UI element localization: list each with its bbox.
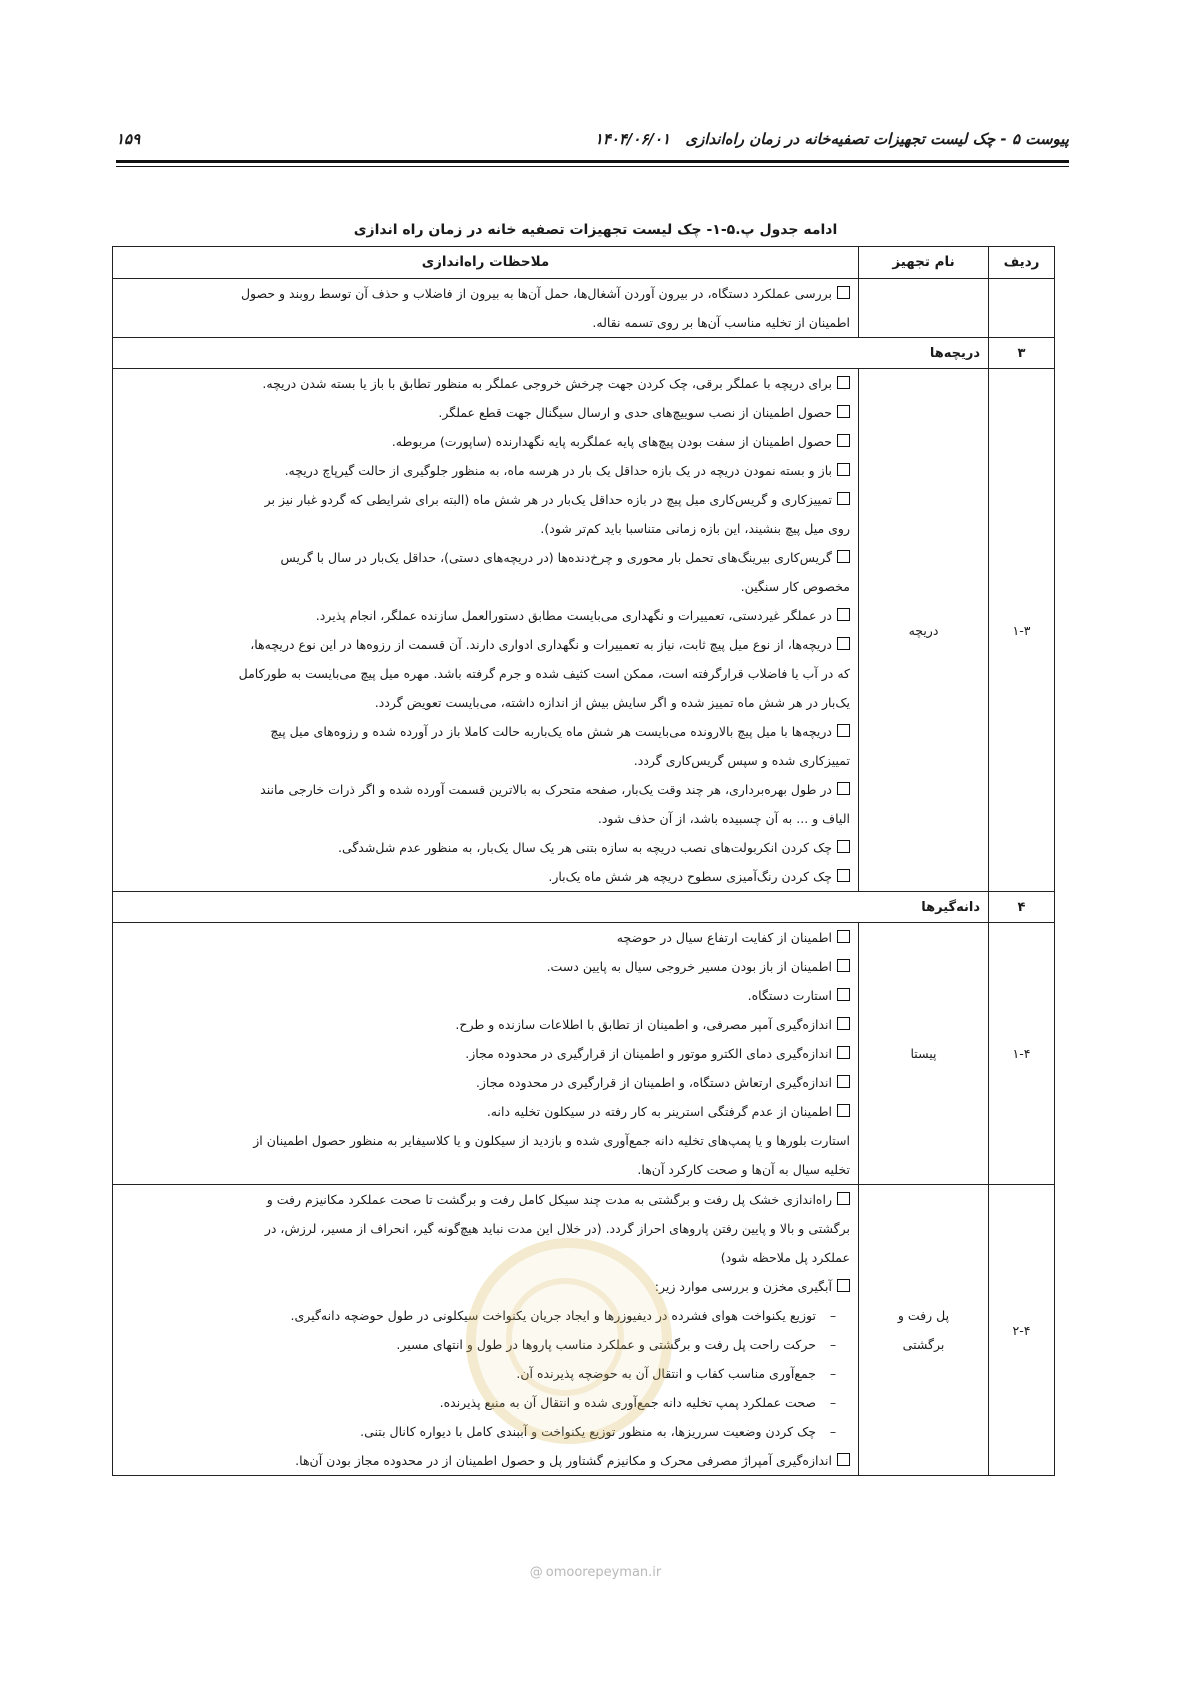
checkbox-icon bbox=[837, 1017, 850, 1030]
list-item: الیاف و ... به آن چسبیده باشد، از آن حذف شود. bbox=[597, 811, 850, 826]
checkbox-icon bbox=[837, 1192, 850, 1205]
list-item: –توزیع یکنواخت هوای فشرده در دیفیوزرها و ایجاد جریان یکنواخت سیکلونی در طول حوضچه دانه‌گیری. bbox=[121, 1301, 850, 1330]
notes-cell bbox=[113, 923, 859, 1185]
header-rule-thin bbox=[116, 166, 1069, 167]
list-item: در عملگر غیردستی، تعمییرات و نگهداری می‌بایست مطابق دستورالعمل سازنده عملگر، انجام پذیرد. bbox=[121, 601, 850, 630]
watermark-url: @ omoorepeyman.ir bbox=[529, 1565, 662, 1580]
list-item: چک کردن رنگ‌آمیزی سطوح دریچه هر شش ماه یک‌بار. bbox=[121, 862, 850, 891]
list-item: اندازه‌گیری دمای الکترو موتور و اطمینان از قرارگیری در محدوده مجاز. bbox=[121, 1039, 850, 1068]
list-item: عملکرد پل ملاحظه شود) bbox=[720, 1250, 850, 1265]
row-number-cell: ۱-۳ bbox=[989, 369, 1055, 892]
checkbox-icon bbox=[837, 434, 850, 447]
checkbox-icon bbox=[837, 492, 850, 505]
section-number: ۴ bbox=[989, 892, 1055, 923]
checkbox-icon bbox=[837, 959, 850, 972]
equipment-name-line: برگشتی bbox=[902, 1337, 945, 1352]
table-row bbox=[113, 923, 1055, 1185]
list-item: آبگیری مخزن و بررسی موارد زیر: bbox=[121, 1272, 850, 1301]
row-number-cell bbox=[989, 279, 1055, 338]
list-item: اطمینان از کفایت ارتفاع سیال در حوضچه bbox=[121, 923, 850, 952]
list-item: بررسی عملکرد دستگاه، در بیرون آوردن آشغال‌ها، حمل آن‌ها به بیرون از فاضلاب و حذف آن توسط روبند و حصول bbox=[121, 279, 850, 308]
list-item: –صحت عملکرد پمپ تخلیه دانه جمع‌آوری شده و انتقال آن به منبع پذیرنده. bbox=[121, 1388, 850, 1417]
checklist-table bbox=[112, 246, 1055, 1476]
list-item: اطمینان از عدم گرفتگی استرینر به کار رفته در سیکلون تخلیه دانه. bbox=[121, 1097, 850, 1126]
equipment-name-cell bbox=[859, 1185, 989, 1476]
checkbox-icon bbox=[837, 1075, 850, 1088]
checkbox-icon bbox=[837, 608, 850, 621]
page-header bbox=[116, 130, 1069, 170]
notes-cell bbox=[113, 1185, 859, 1476]
list-item: اطمینان از تخلیه مناسب آن‌ها بر روی تسمه نقاله. bbox=[592, 315, 850, 330]
list-item: اطمینان از باز بودن مسیر خروجی سیال به پایین دست. bbox=[121, 952, 850, 981]
checkbox-icon bbox=[837, 840, 850, 853]
table-caption: ادامه جدول پ.۵-۱- چک لیست تجهیزات تصفیه خانه در زمان راه اندازی bbox=[353, 222, 838, 238]
checkbox-icon bbox=[837, 550, 850, 563]
list-item: که در آب یا فاضلاب قرارگرفته است، ممکن است کثیف شده و جرم گرفته باشد. مهره میل پیچ می‌بایست به طورکامل bbox=[238, 666, 850, 681]
section-number: ۳ bbox=[989, 338, 1055, 369]
section-title: دانه‌گیرها bbox=[113, 892, 989, 923]
equipment-name-cell: پیستا bbox=[859, 923, 989, 1185]
list-item: تخلیه سیال به آن‌ها و صحت کارکرد آن‌ها. bbox=[637, 1162, 850, 1177]
list-item: باز و بسته نمودن دریچه در یک بازه حداقل یک بار در هرسه ماه، به منظور جلوگیری از حالت گیرپاچ دریچه. bbox=[121, 456, 850, 485]
list-item: –حرکت راحت پل رفت و برگشتی و عملکرد مناسب پاروها در طول و انتهای مسیر. bbox=[121, 1330, 850, 1359]
checkbox-icon bbox=[837, 1279, 850, 1292]
list-item: راه‌اندازی خشک پل رفت و برگشتی به مدت چند سیکل کامل رفت و برگشت تا صحت عملکرد مکانیزم رفت و bbox=[121, 1185, 850, 1214]
list-item: اندازه‌گیری آمپراژ مصرفی محرک و مکانیزم گشتاور پل و حصول اطمینان از در محدوده مجاز بودن آن‌ها. bbox=[121, 1446, 850, 1475]
header-equipment-name: نام تجهیز bbox=[859, 247, 989, 279]
checkbox-icon bbox=[837, 405, 850, 418]
table-row bbox=[113, 369, 1055, 892]
header-title-block bbox=[595, 130, 1069, 148]
equipment-name-line: پل رفت و bbox=[897, 1308, 950, 1323]
list-item: تمییزکاری شده و سپس گریس‌کاری گردد. bbox=[633, 753, 850, 768]
list-item: گریس‌کاری بیرینگ‌های تحمل بار محوری و چرخ‌دنده‌ها (در دریچه‌های دستی)، حداقل یک‌بار در سال با گریس bbox=[121, 543, 850, 572]
section-title: دریچه‌ها bbox=[113, 338, 989, 369]
checkbox-icon bbox=[837, 869, 850, 882]
row-number-cell: ۱-۴ bbox=[989, 923, 1055, 1185]
notes-cell bbox=[113, 369, 859, 892]
checkbox-icon bbox=[837, 1046, 850, 1059]
checkbox-icon bbox=[837, 1453, 850, 1466]
page-number: ۱۵۹ bbox=[116, 130, 141, 148]
row-number-cell: ۲-۴ bbox=[989, 1185, 1055, 1476]
checkbox-icon bbox=[837, 1104, 850, 1117]
checkbox-icon bbox=[837, 724, 850, 737]
checkbox-icon bbox=[837, 930, 850, 943]
list-item: –چک کردن وضعیت سرریزها، به منظور توزیع یکنواخت و آببندی کامل با دیواره کانال بتنی. bbox=[121, 1417, 850, 1446]
header-title: پیوست ۵ - چک لیست تجهیزات تصفیه‌خانه در زمان راه‌اندازی bbox=[685, 130, 1069, 148]
list-item: چک کردن انکربولت‌های نصب دریچه به سازه بتنی هر یک سال یک‌بار، به منظور عدم شل‌شدگی. bbox=[121, 833, 850, 862]
checkbox-icon bbox=[837, 376, 850, 389]
list-item: مخصوص کار سنگین. bbox=[740, 579, 850, 594]
table-row bbox=[113, 279, 1055, 338]
list-item: دریچه‌ها با میل پیچ بالارونده می‌بایست هر شش ماه یک‌باربه حالت کاملا باز در آورده شده و رزوه‌های میل پیچ bbox=[121, 717, 850, 746]
list-item: برگشتی و بالا و پایین رفتن پاروهای احراز گردد. (در خلال این مدت نباید هیچ‌گونه گیر، انحراف از مسیر، لرزش، در bbox=[264, 1221, 850, 1236]
dash-bullet-icon: – bbox=[829, 1337, 837, 1352]
checkbox-icon bbox=[837, 286, 850, 299]
checkbox-icon bbox=[837, 782, 850, 795]
dash-bullet-icon: – bbox=[829, 1424, 837, 1439]
list-item: –جمع‌آوری مناسب کفاب و انتقال آن به حوضچه پذیرنده آن. bbox=[121, 1359, 850, 1388]
header-date: ۱۴۰۴/۰۶/۰۱ bbox=[594, 130, 671, 148]
dash-bullet-icon: – bbox=[829, 1366, 837, 1381]
list-item: حصول اطمینان از نصب سوییچ‌های حدی و ارسال سیگنال جهت قطع عملگر. bbox=[121, 398, 850, 427]
header-row-number: ردیف bbox=[989, 247, 1055, 279]
list-item: برای دریچه با عملگر برقی، چک کردن جهت چرخش خروجی عملگر به منظور تطابق با باز یا بسته شدن دریچه. bbox=[121, 369, 850, 398]
checkbox-icon bbox=[837, 637, 850, 650]
list-item: استارت بلورها و یا پمپ‌های تخلیه دانه جمع‌آوری شده و بازدید از سیکلون و یا کلاسیفایر به منظور حصول اطمینان از bbox=[253, 1133, 850, 1148]
checkbox-icon bbox=[837, 988, 850, 1001]
list-item: اندازه‌گیری آمپر مصرفی، و اطمینان از تطابق با اطلاعات سازنده و طرح. bbox=[121, 1010, 850, 1039]
list-item: یک‌بار در هر شش ماه تمییز شده و اگر سایش بیش از اندازه داشته، می‌بایست تعویض گردد. bbox=[374, 695, 850, 710]
section-row-gates bbox=[113, 338, 1055, 369]
dash-bullet-icon: – bbox=[829, 1308, 837, 1323]
list-item: استارت دستگاه. bbox=[121, 981, 850, 1010]
equipment-name-cell: دریچه bbox=[859, 369, 989, 892]
header-startup-notes: ملاحظات راه‌اندازی bbox=[113, 247, 859, 279]
notes-cell bbox=[113, 279, 859, 338]
list-item: دریچه‌ها، از نوع میل پیچ ثابت، نیاز به تعمییرات و نگهداری ادواری دارند. آن قسمت از رزوه‌ها در این نوع دریچه‌ها، bbox=[121, 630, 850, 659]
equipment-name-cell bbox=[859, 279, 989, 338]
list-item: تمییزکاری و گریس‌کاری میل پیچ در بازه حداقل یک‌بار در هر شش ماه (البته برای شرایطی که گردو غبار نیز بر bbox=[121, 485, 850, 514]
table-row bbox=[113, 1185, 1055, 1476]
list-item: روی میل پیچ بنشیند، این بازه زمانی متناسبا باید کم‌تر شود). bbox=[540, 521, 850, 536]
dash-bullet-icon: – bbox=[829, 1395, 837, 1410]
section-row-grit-chambers bbox=[113, 892, 1055, 923]
list-item: حصول اطمینان از سفت بودن پیچ‌های پایه عملگربه پایه نگهدارنده (ساپورت) مربوطه. bbox=[121, 427, 850, 456]
checkbox-icon bbox=[837, 463, 850, 476]
header-rule-thick bbox=[116, 160, 1069, 163]
at-icon: @ bbox=[529, 1565, 543, 1580]
table-header-row bbox=[113, 247, 1055, 279]
list-item: در طول بهره‌برداری، هر چند وقت یک‌بار، صفحه متحرک به بالاترین قسمت آورده شده و اگر ذرات خارجی مانند bbox=[121, 775, 850, 804]
list-item: اندازه‌گیری ارتعاش دستگاه، و اطمینان از قرارگیری در محدوده مجاز. bbox=[121, 1068, 850, 1097]
